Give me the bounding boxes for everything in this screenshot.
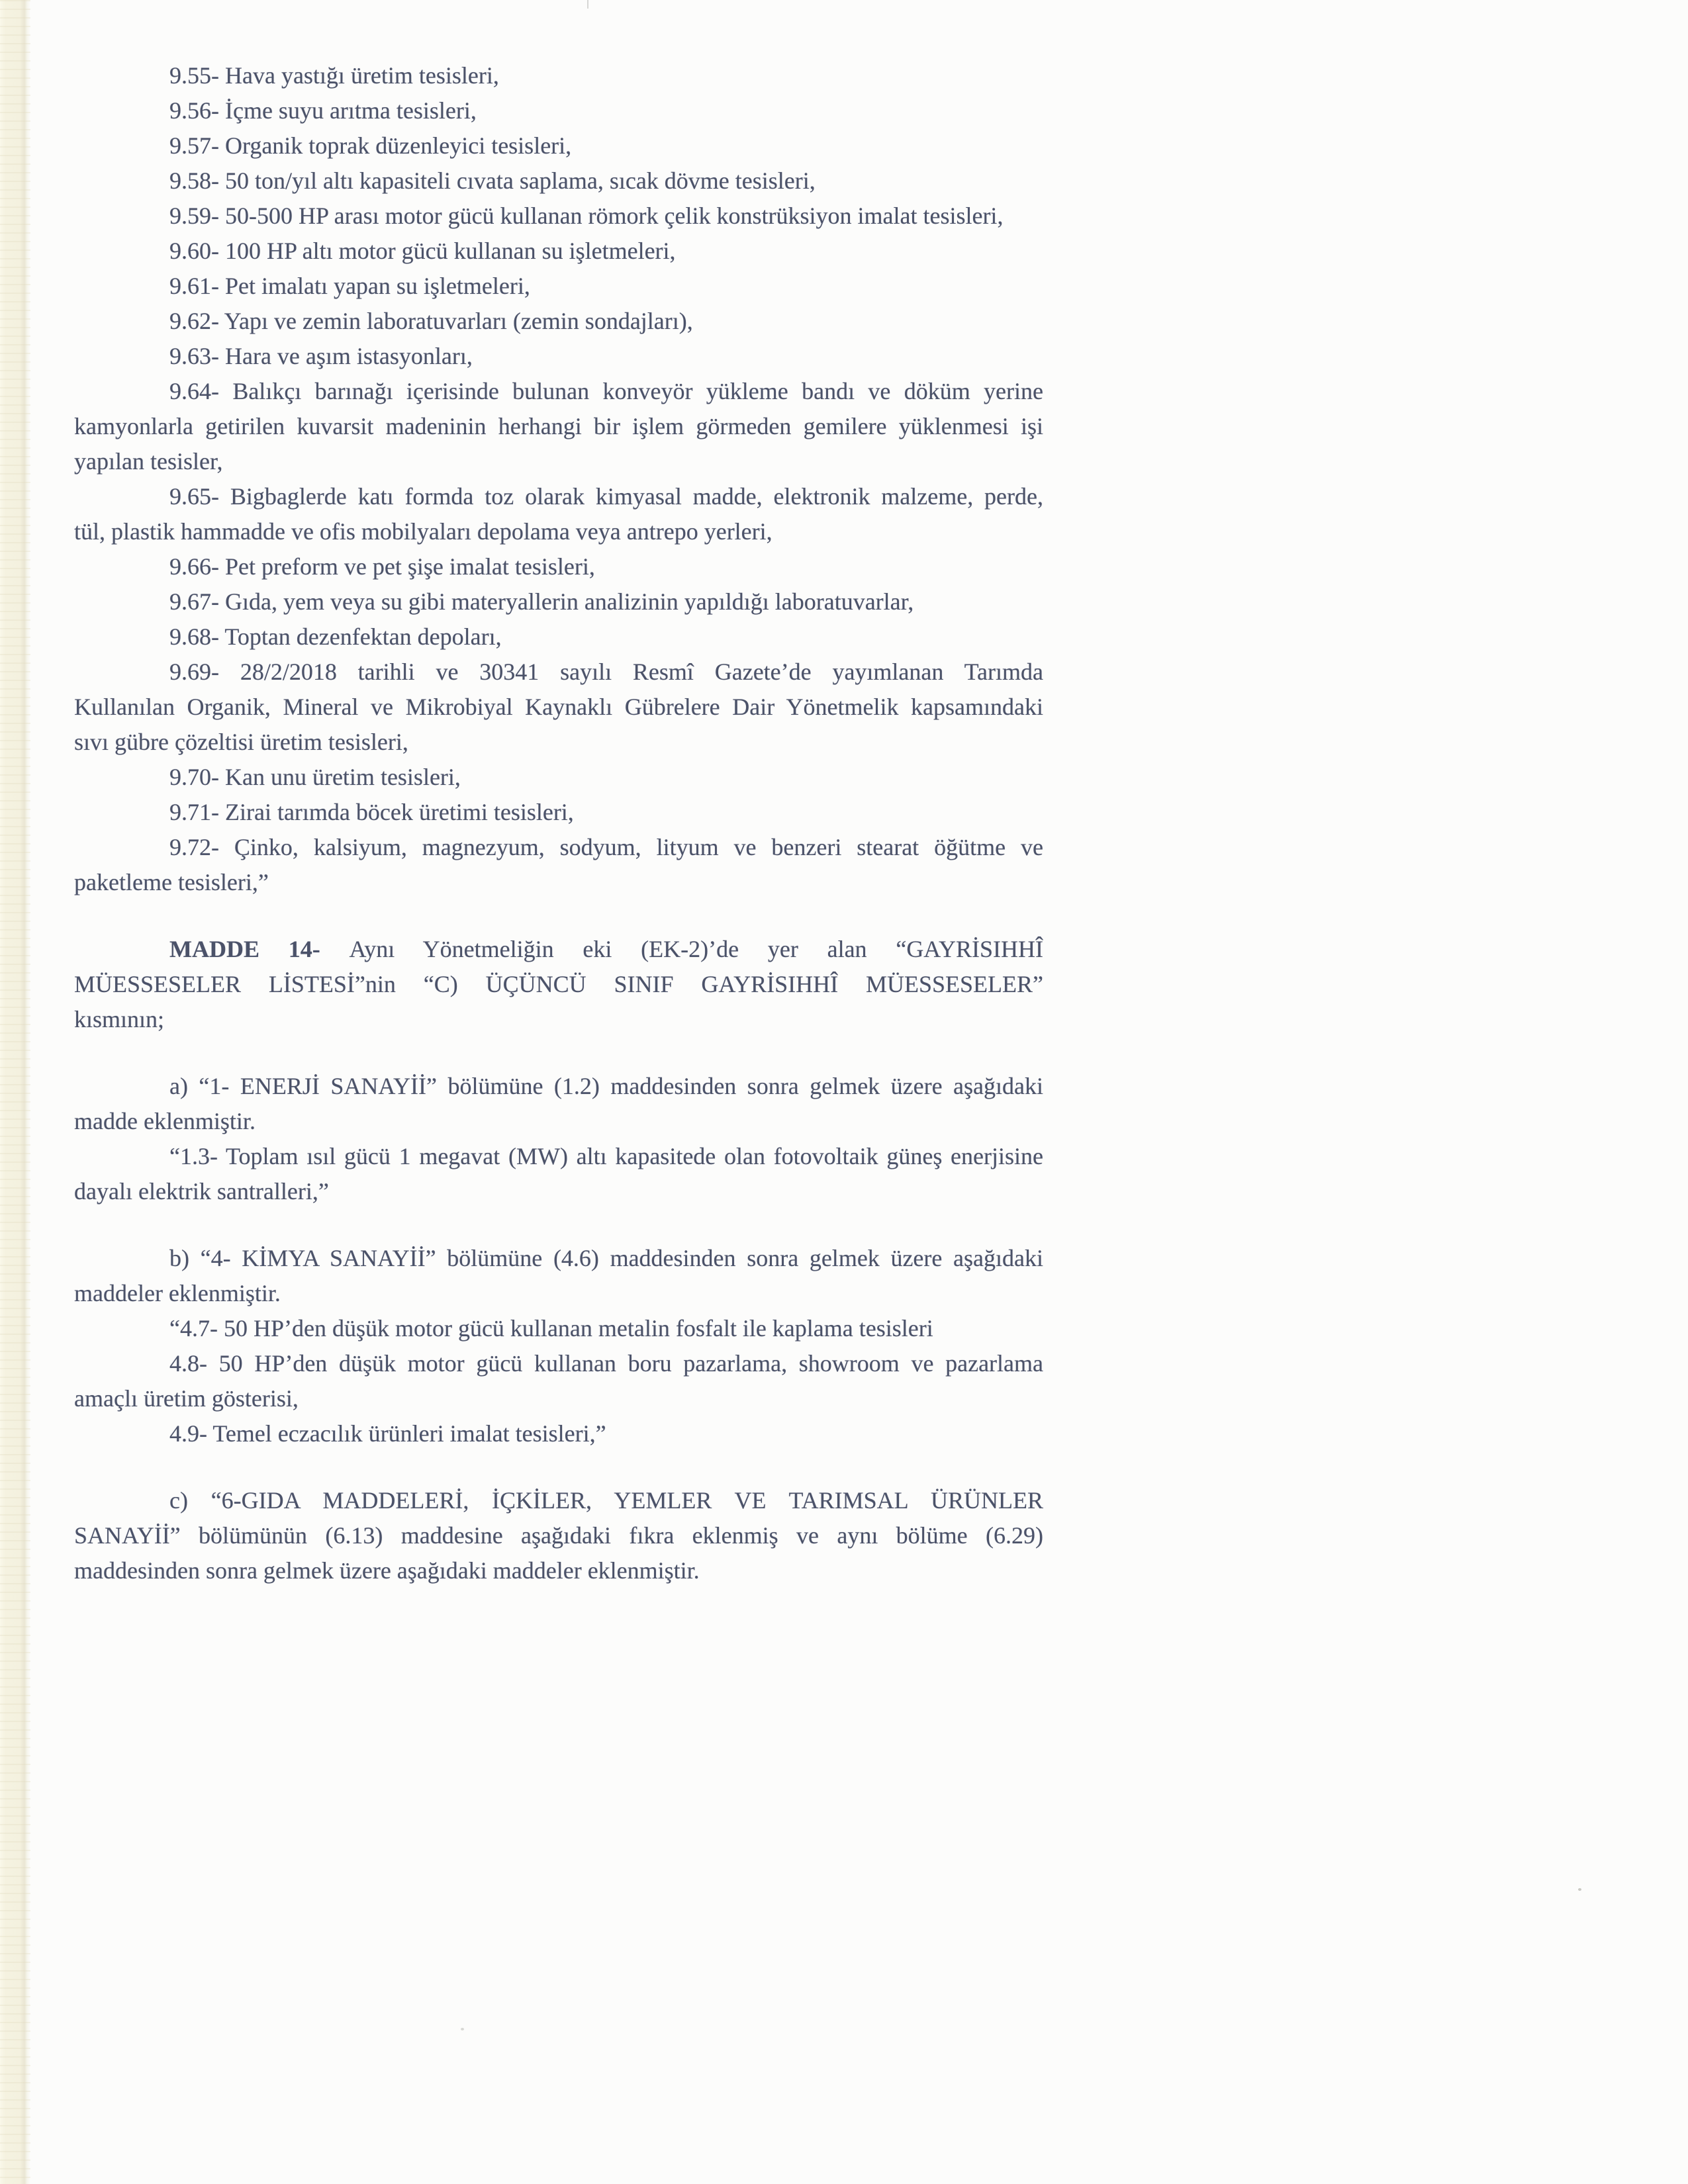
paragraph [74, 339, 1043, 374]
text-line: “4.7- 50 HP’den düşük motor gücü kullanan metalin fosfalt ile kaplama tesisleri [169, 1315, 933, 1342]
text-line: tül, plastik hammadde ve ofis mobilyaları depolama veya antrepo yerleri, [74, 518, 773, 545]
text-line: 9.56- İçme suyu arıtma tesisleri, [169, 97, 477, 124]
text-line: “1.3- Toplam ısıl gücü 1 megavat (MW) altı kapasitede olan fotovoltaik güneş enerjisine [169, 1143, 1043, 1169]
text-line: kamyonlarla getirilen kuvarsit madeninin herhangi bir işlem görmeden gemilere yüklenmesi işi [74, 413, 1043, 439]
paragraph [74, 374, 1043, 479]
text-line: c) “6-GIDA MADDELERİ, İÇKİLER, YEMLER VE TARIMSAL ÜRÜNLER [169, 1487, 1043, 1514]
scan-left-edge-strip [0, 0, 30, 2184]
paragraph [74, 199, 1043, 234]
paragraph [74, 1139, 1043, 1209]
bold-text-run: MADDE 14- [169, 936, 350, 962]
text-line: 9.65- Bigbaglerde katı formda toz olarak kimyasal madde, elektronik malzeme, perde, [169, 483, 1043, 510]
text-line: 9.71- Zirai tarımda böcek üretimi tesisleri, [169, 799, 574, 825]
paragraph [74, 795, 1043, 830]
text-line: b) “4- KİMYA SANAYİİ” bölümüne (4.6) maddesinden sonra gelmek üzere aşağıdaki [169, 1245, 1043, 1271]
paragraph [74, 830, 1043, 900]
paragraph [74, 932, 1043, 1037]
text-line: 9.70- Kan unu üretim tesisleri, [169, 764, 461, 790]
paragraph [74, 269, 1043, 304]
text-line: 9.69- 28/2/2018 tarihli ve 30341 sayılı Resmî Gazete’de yayımlanan Tarımda [169, 659, 1043, 685]
paragraph [74, 163, 1043, 199]
paragraph [74, 619, 1043, 655]
paragraph [74, 93, 1043, 128]
paragraph [74, 549, 1043, 584]
paragraph [74, 1069, 1043, 1139]
text-line: maddeler eklenmiştir. [74, 1280, 281, 1306]
paragraph [74, 655, 1043, 760]
page-text [74, 58, 1043, 1588]
text-line: 9.63- Hara ve aşım istasyonları, [169, 343, 473, 369]
text-line: 9.66- Pet preform ve pet şişe imalat tesisleri, [169, 553, 595, 580]
text-line: sıvı gübre çözeltisi üretim tesisleri, [74, 729, 408, 755]
text-line: 9.72- Çinko, kalsiyum, magnezyum, sodyum, lityum ve benzeri stearat öğütme ve [169, 834, 1043, 860]
text-line: MÜESSESELER LİSTESİ”nin “C) ÜÇÜNCÜ SINIF GAYRİSIHHÎ MÜESSESELER” [74, 971, 1043, 997]
text-line: 9.67- Gıda, yem veya su gibi materyallerin analizinin yapıldığı laboratuvarlar, [169, 588, 914, 615]
paragraph [74, 1346, 1043, 1416]
text-line: kısmının; [74, 1006, 165, 1032]
paragraph [74, 1483, 1043, 1588]
paragraph [74, 234, 1043, 269]
text-line: 9.60- 100 HP altı motor gücü kullanan su işletmeleri, [169, 238, 676, 264]
paragraph [74, 1416, 1043, 1451]
text-line: 9.68- Toptan dezenfektan depoları, [169, 623, 502, 650]
text-line: 4.9- Temel eczacılık ürünleri imalat tesisleri,” [169, 1420, 606, 1447]
text-line [74, 932, 1043, 967]
text-line: amaçlı üretim gösterisi, [74, 1385, 299, 1412]
paragraph [74, 1241, 1043, 1311]
scan-artifact-line [587, 0, 588, 9]
paragraph [74, 1311, 1043, 1346]
text-line: 9.62- Yapı ve zemin laboratuvarları (zemin sondajları), [169, 308, 693, 334]
text-line: a) “1- ENERJİ SANAYİİ” bölümüne (1.2) maddesinden sonra gelmek üzere aşağıdaki [169, 1073, 1043, 1099]
text-line: 4.8- 50 HP’den düşük motor gücü kullanan boru pazarlama, showroom ve pazarlama [169, 1350, 1043, 1377]
text-line: madde eklenmiştir. [74, 1108, 256, 1134]
paragraph [74, 479, 1043, 549]
text-line: 9.59- 50-500 HP arası motor gücü kullanan römork çelik konstrüksiyon imalat tesisleri, [169, 203, 1004, 229]
paragraph [74, 128, 1043, 163]
text-line: maddesinden sonra gelmek üzere aşağıdaki maddeler eklenmiştir. [74, 1557, 700, 1584]
paragraph [74, 760, 1043, 795]
text-line: 9.64- Balıkçı barınağı içerisinde bulunan konveyör yükleme bandı ve döküm yerine [169, 378, 1043, 404]
scan-speck [461, 2028, 464, 2030]
text-line: 9.57- Organik toprak düzenleyici tesisleri, [169, 132, 572, 159]
text-line: 9.58- 50 ton/yıl altı kapasiteli cıvata saplama, sıcak dövme tesisleri, [169, 167, 816, 194]
paragraph [74, 584, 1043, 619]
text-line: yapılan tesisler, [74, 448, 223, 475]
text-line: Kullanılan Organik, Mineral ve Mikrobiyal Kaynaklı Gübrelere Dair Yönetmelik kapsamındaki [74, 694, 1043, 720]
paragraph [74, 304, 1043, 339]
text-run: Aynı Yönetmeliğin eki (EK-2)’de yer alan “GAYRİSIHHÎ [349, 936, 1043, 962]
text-line: 9.55- Hava yastığı üretim tesisleri, [169, 62, 499, 89]
text-line: dayalı elektrik santralleri,” [74, 1178, 329, 1205]
text-line: SANAYİİ” bölümünün (6.13) maddesine aşağıdaki fıkra eklenmiş ve aynı bölüme (6.29) [74, 1522, 1043, 1549]
scan-speck [1578, 1888, 1581, 1891]
text-line: 9.61- Pet imalatı yapan su işletmeleri, [169, 273, 530, 299]
paragraph [74, 58, 1043, 93]
text-line: paketleme tesisleri,” [74, 869, 269, 895]
